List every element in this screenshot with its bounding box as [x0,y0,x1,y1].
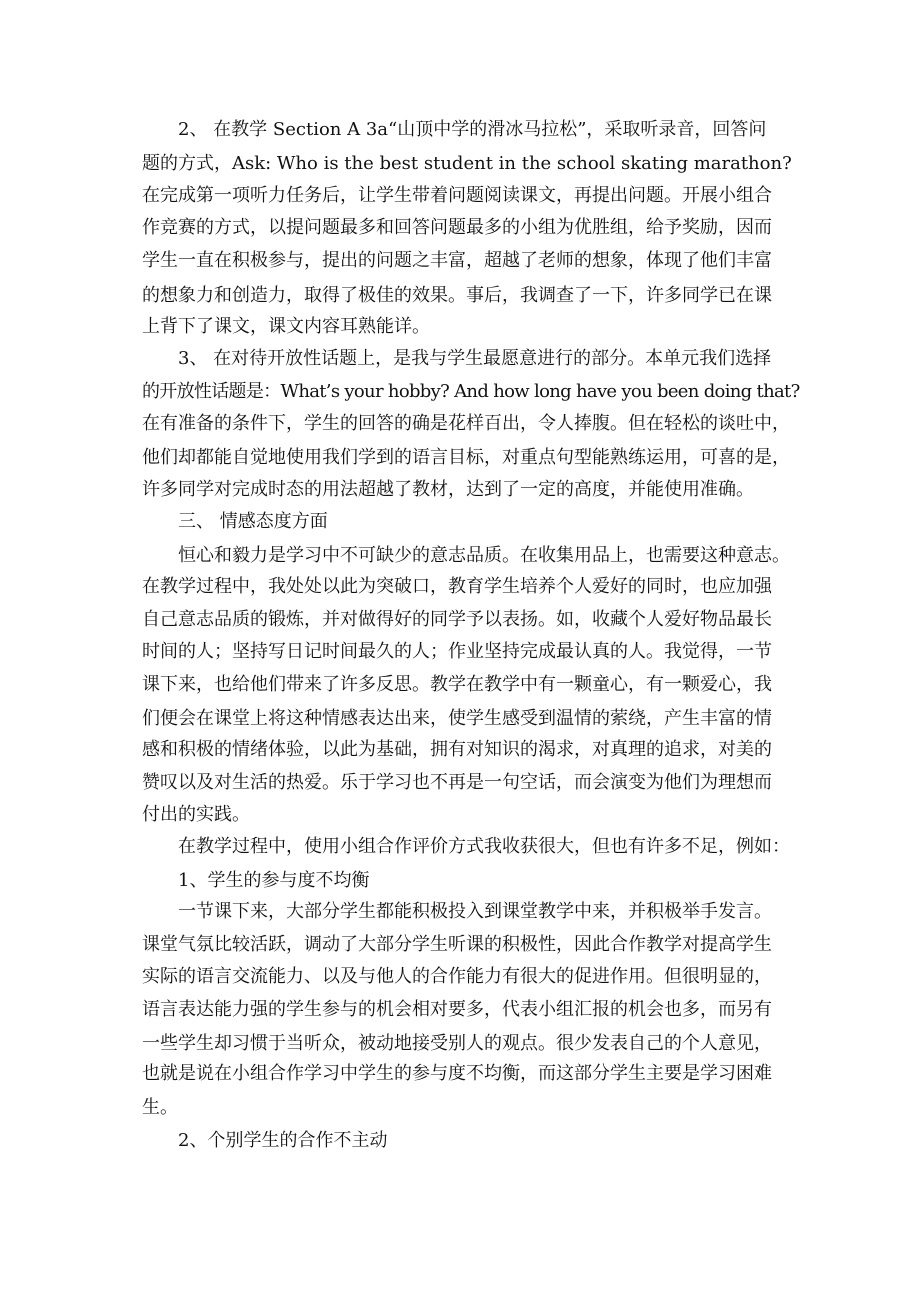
text-line: 课堂气氛比较活跃，调动了大部分学生听课的积极性，因此合作教学对提高学生 [142,934,772,955]
text-line: 的想象力和创造力，取得了极佳的效果。事后，我调查了一下，许多同学已在课 [142,285,772,306]
text-line: 在完成第一项听力任务后，让学生带着问题阅读课文，再提出问题。开展小组合 [142,185,772,206]
text-line: 在有准备的条件下，学生的回答的确是花样百出，令人捧腹。但在轻松的谈吐中， [142,413,790,434]
text-line: 恒心和毅力是学习中不可缺少的意志品质。在收集用品上，也需要这种意志。 [178,545,790,566]
text-line: 语言表达能力强的学生参与的机会相对要多，代表小组汇报的机会也多，而另有 [142,999,772,1020]
text-line: 赞叹以及对生活的热爱。乐于学习也不再是一句空话，而会演变为他们为理想而 [142,772,772,793]
text-line: 自己意志品质的锻炼，并对做得好的同学予以表扬。如，收藏个人爱好物品最长 [142,609,772,630]
text-line: 感和积极的情绪体验，以此为基础，拥有对知识的渴求，对真理的追求，对美的 [142,739,772,760]
text-line: 们便会在课堂上将这种情感表达出来，使学生感受到温情的萦绕，产生丰富的情 [142,708,772,729]
section-heading: 三、 情感态度方面 [178,511,328,532]
text-line: 作竞赛的方式，以提问题最多和回答问题最多的小组为优胜组，给予奖励，因而 [142,217,772,238]
text-line: 一节课下来，大部分学生都能积极投入到课堂教学中来，并积极举手发言。 [178,901,772,922]
text-line: 上背下了课文，课文内容耳熟能详。 [142,316,430,337]
text-line: 在教学过程中，我处处以此为突破口，教育学生培养个人爱好的同时，也应加强 [142,576,772,597]
text-line: 2、 在教学 Section A 3a“山顶中学的滑冰马拉松”，采取听录音，回答问 [178,119,767,140]
text-line: 生。 [142,1097,178,1118]
text-line: 实际的语言交流能力、以及与他人的合作能力有很大的促进作用。但很明显的， [142,966,772,987]
text-line: 的开放性话题是：What’s your hobby? And how long have you been doing that? [142,381,800,402]
text-line: 题的方式，Ask: Who is the best student in the school skating marathon? [142,153,792,174]
text-line: 时间的人；坚持写日记时间最久的人；作业坚持完成最认真的人。我觉得，一节 [142,641,772,662]
text-line: 一些学生却习惯于当听众，被动地接受别人的观点。很少发表自己的个人意见， [142,1033,772,1054]
text-line: 在教学过程中，使用小组合作评价方式我收获很大，但也有许多不足，例如： [178,836,790,857]
subheading: 2、个别学生的合作不主动 [178,1130,388,1151]
subheading: 1、学生的参与度不均衡 [178,870,370,891]
text-line: 学生一直在积极参与，提出的问题之丰富，超越了老师的想象，体现了他们丰富 [142,250,772,271]
text-line: 课下来，也给他们带来了许多反思。教学在教学中有一颗童心，有一颗爱心，我 [142,674,772,695]
text-line: 3、 在对待开放性话题上，是我与学生最愿意进行的部分。本单元我们选择 [178,348,772,369]
text-line: 他们却都能自觉地使用我们学到的语言目标，对重点句型能熟练运用，可喜的是， [142,447,790,468]
text-line: 许多同学对完成时态的用法超越了教材，达到了一定的高度，并能使用准确。 [142,479,754,500]
text-line: 也就是说在小组合作学习中学生的参与度不均衡，而这部分学生主要是学习困难 [142,1063,772,1084]
text-line: 付出的实践。 [142,804,250,825]
